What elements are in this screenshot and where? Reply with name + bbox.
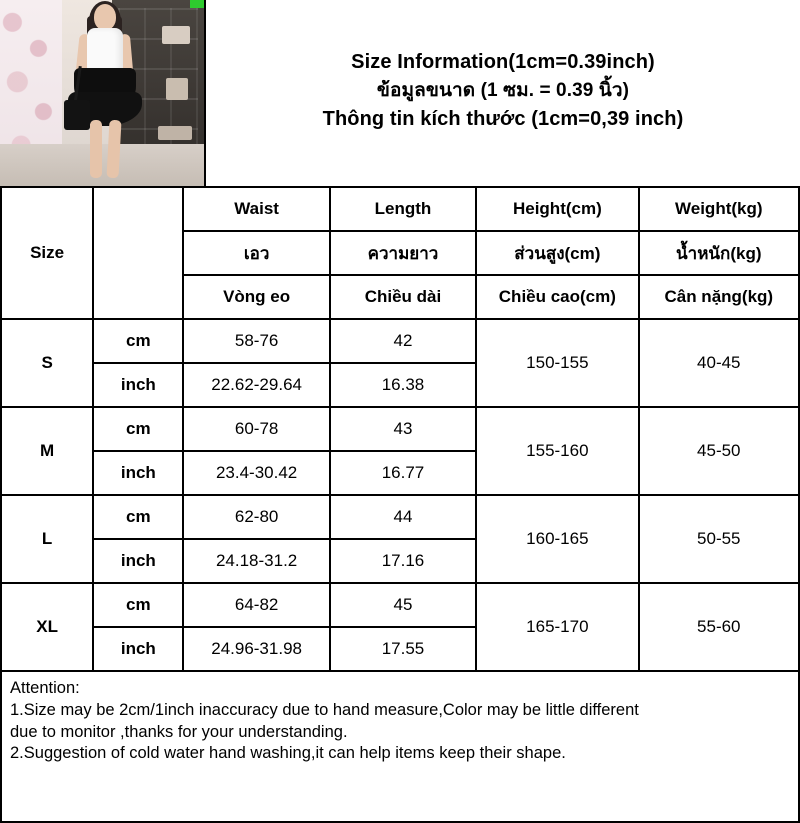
cell-waist-inch-m: 23.4-30.42: [183, 451, 329, 495]
row-size-l: L: [1, 495, 93, 583]
col-header-height-en: Height(cm): [476, 187, 638, 231]
product-photo: [0, 0, 204, 186]
cell-weight-s: 40-45: [639, 319, 799, 407]
col-header-weight-th: น้ำหนัก(kg): [639, 231, 799, 275]
row-unit-cm: cm: [93, 319, 183, 363]
table-row: [1, 495, 799, 539]
photo-model-top: [87, 28, 123, 72]
col-header-length-en: Length: [330, 187, 476, 231]
row-size-xl: XL: [1, 583, 93, 671]
cell-length-cm-m: 43: [330, 407, 476, 451]
photo-shelf-object: [162, 26, 190, 44]
col-header-length-vi: Chiều dài: [330, 275, 476, 319]
attention-line-1b: due to monitor ,thanks for your understanding.: [10, 722, 348, 741]
row-unit-inch: inch: [93, 627, 183, 671]
table-header-row-en: [1, 187, 799, 231]
row-unit-inch: inch: [93, 451, 183, 495]
cell-length-inch-l: 17.16: [330, 539, 476, 583]
header-size-cell: Size: [1, 187, 93, 319]
attention-line-1a: 1.Size may be 2cm/1inch inaccuracy due to hand measure,Color may be little different: [10, 700, 639, 719]
attention-block: [0, 672, 800, 823]
photo-shelf-object: [158, 126, 192, 140]
cell-length-cm-s: 42: [330, 319, 476, 363]
photo-handbag: [64, 100, 90, 130]
cell-length-cm-l: 44: [330, 495, 476, 539]
photo-model-leg: [106, 120, 121, 179]
cell-waist-inch-l: 24.18-31.2: [183, 539, 329, 583]
row-unit-inch: inch: [93, 539, 183, 583]
row-unit-cm: cm: [93, 583, 183, 627]
row-size-m: M: [1, 407, 93, 495]
cell-waist-cm-s: 58-76: [183, 319, 329, 363]
table-row: [1, 319, 799, 363]
title-line-en: Size Information(1cm=0.39inch): [351, 51, 655, 74]
cell-height-s: 150-155: [476, 319, 638, 407]
cell-weight-l: 50-55: [639, 495, 799, 583]
photo-green-marker: [190, 0, 204, 8]
col-header-height-th: ส่วนสูง(cm): [476, 231, 638, 275]
cell-height-xl: 165-170: [476, 583, 638, 671]
attention-spacer: [10, 765, 790, 813]
header-unit-spacer: [93, 187, 183, 319]
cell-weight-m: 45-50: [639, 407, 799, 495]
cell-height-l: 160-165: [476, 495, 638, 583]
row-unit-inch: inch: [93, 363, 183, 407]
cell-waist-inch-s: 22.62-29.64: [183, 363, 329, 407]
col-header-length-th: ความยาว: [330, 231, 476, 275]
cell-waist-inch-xl: 24.96-31.98: [183, 627, 329, 671]
col-header-waist-vi: Vòng eo: [183, 275, 329, 319]
cell-length-inch-s: 16.38: [330, 363, 476, 407]
title-block: [204, 0, 800, 186]
cell-length-inch-xl: 17.55: [330, 627, 476, 671]
attention-line-2: 2.Suggestion of cold water hand washing,it can help items keep their shape.: [10, 744, 566, 763]
photo-model: [56, 4, 152, 186]
cell-waist-cm-m: 60-78: [183, 407, 329, 451]
cell-waist-cm-l: 62-80: [183, 495, 329, 539]
cell-weight-xl: 55-60: [639, 583, 799, 671]
title-line-vi: Thông tin kích thước (1cm=0,39 inch): [322, 107, 684, 130]
photo-shelf-object: [166, 78, 188, 100]
col-header-weight-vi: Cân nặng(kg): [639, 275, 799, 319]
cell-height-m: 155-160: [476, 407, 638, 495]
row-unit-cm: cm: [93, 495, 183, 539]
title-line-th: ข้อมูลขนาด (1 ซม. = 0.39 นิ้ว): [376, 80, 630, 102]
table-row: [1, 407, 799, 451]
table-row: [1, 583, 799, 627]
attention-heading: Attention:: [10, 679, 80, 697]
row-unit-cm: cm: [93, 407, 183, 451]
cell-length-cm-xl: 45: [330, 583, 476, 627]
cell-waist-cm-xl: 64-82: [183, 583, 329, 627]
row-size-s: S: [1, 319, 93, 407]
photo-model-leg: [90, 120, 102, 178]
size-table: [0, 186, 800, 672]
col-header-waist-en: Waist: [183, 187, 329, 231]
photo-model-head: [94, 4, 116, 30]
col-header-height-vi: Chiều cao(cm): [476, 275, 638, 319]
cell-length-inch-m: 16.77: [330, 451, 476, 495]
header: [0, 0, 800, 186]
col-header-weight-en: Weight(kg): [639, 187, 799, 231]
col-header-waist-th: เอว: [183, 231, 329, 275]
